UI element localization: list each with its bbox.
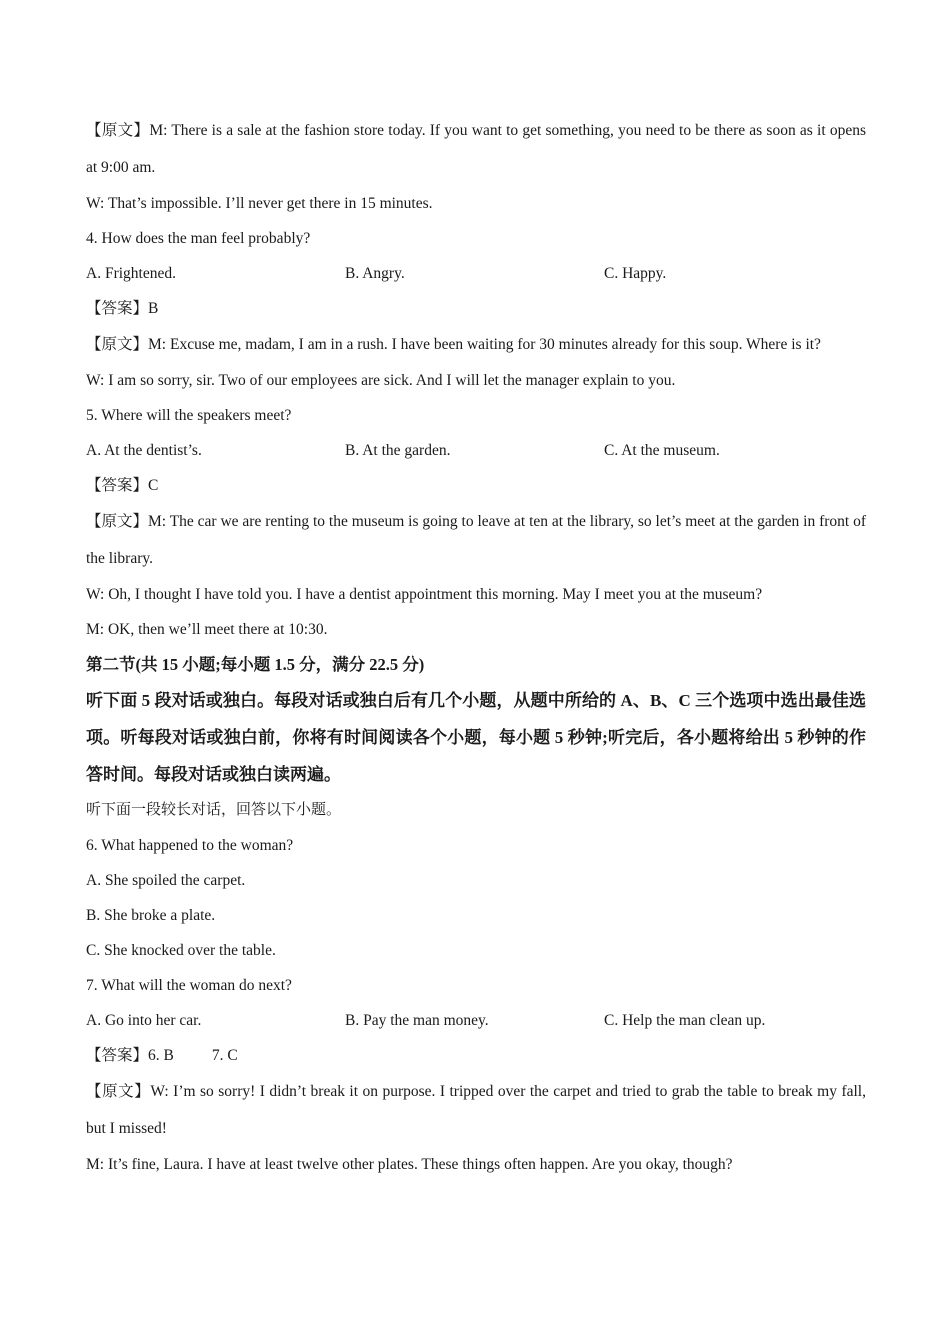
transcript-text: M: Excuse me, madam, I am in a rush. I have been waiting for 30 minutes already for this soup. Where is it? [148,336,821,353]
answer-tag: 【答案】 [86,1047,149,1064]
answer-5 [86,468,866,503]
question-4-options [86,256,866,291]
question-6: 6. What happened to the woman? [86,837,294,854]
transcript-text: M: There is a sale at the fashion store today. If you want to get something, you need to be there as soon as it opens at 9:00 am. [86,122,866,176]
transcript-3 [86,112,866,186]
transcript-4 [86,326,866,363]
transcript-5 [86,503,866,577]
answer-tag: 【答案】 [86,300,149,317]
option-c: C. Happy. [604,265,667,282]
transcript-tag: 【原文】 [86,1083,151,1100]
question-5: 5. Where will the speakers meet? [86,407,292,424]
transcript-tag: 【原文】 [86,336,149,353]
dialogue-note: 听下面一段较长对话，回答以下小题。 [86,802,342,818]
option-a: A. Frightened. [86,265,176,282]
option-b: B. Pay the man money. [345,1012,489,1029]
transcript-line: W: Oh, I thought I have told you. I have a dentist appointment this morning. May I meet you at the museum? [86,586,763,603]
answer-value: B [148,300,159,317]
option-c: C. Help the man clean up. [604,1012,766,1029]
transcript-tag: 【原文】 [86,122,150,139]
answer-6-7 [86,1038,866,1073]
transcript-6-7 [86,1073,866,1147]
transcript-tag: 【原文】 [86,513,149,530]
answer-value-6: 6. B [148,1047,174,1064]
answer-value-7: 7. C [211,1047,238,1064]
transcript-line: W: That’s impossible. I’ll never get there in 15 minutes. [86,195,433,212]
question-5-options [86,433,866,468]
question-7: 7. What will the woman do next? [86,977,292,994]
option-c: C. She knocked over the table. [86,942,276,959]
option-b: B. She broke a plate. [86,907,216,924]
section-instructions: 听下面 5 段对话或独白。每段对话或独白后有几个小题，从题中所给的 A、B、C 三个选项中选出最佳选项。听每段对话或独白前，你将有时间阅读各个小题，每小题 5 秒钟;听完后，各小题将给出 5 秒钟的作答时间。每段对话或独白读两遍。 [86,691,867,784]
transcript-line: M: OK, then we’ll meet there at 10:30. [86,621,328,638]
option-b: B. Angry. [345,265,405,282]
question-7-options [86,1003,866,1038]
transcript-text: W: I’m so sorry! I didn’t break it on purpose. I tripped over the carpet and tried to grab the table to break my fall, but I missed! [86,1083,866,1137]
option-b: B. At the garden. [345,442,451,459]
question-4: 4. How does the man feel probably? [86,230,311,247]
answer-4 [86,291,866,326]
option-a: A. At the dentist’s. [86,442,202,459]
section-title: 第二节(共 15 小题;每小题 1.5 分，满分 22.5 分) [86,655,425,674]
document-page [86,112,866,1182]
answer-tag: 【答案】 [86,477,149,494]
option-a: A. She spoiled the carpet. [86,872,246,889]
transcript-line: M: It’s fine, Laura. I have at least twelve other plates. These things often happen. Are you okay, though? [86,1156,733,1173]
answer-value: C [148,477,159,494]
option-a: A. Go into her car. [86,1012,202,1029]
option-c: C. At the museum. [604,442,720,459]
transcript-text: M: The car we are renting to the museum is going to leave at ten at the library, so let’s meet at the garden in front of the library. [86,513,866,567]
transcript-line: W: I am so sorry, sir. Two of our employees are sick. And I will let the manager explain to you. [86,372,676,389]
